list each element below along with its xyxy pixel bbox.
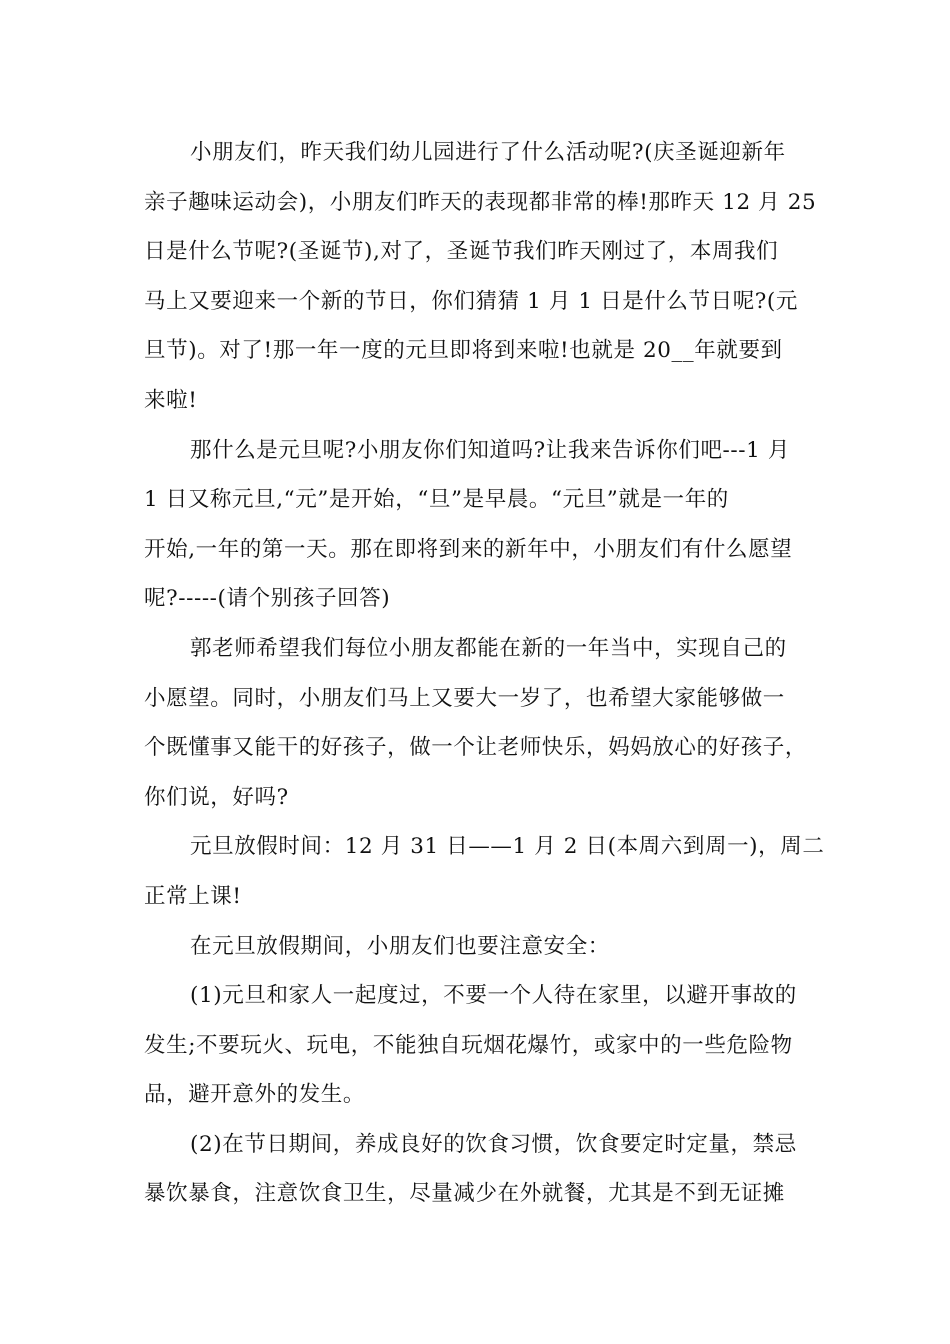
text-line: 1 日又称元旦,“元”是开始，“旦”是早晨。“元旦”就是一年的 — [144, 487, 729, 513]
paragraph-activity-recap — [144, 128, 817, 426]
text-line: 品，避开意外的发生。 — [144, 1082, 366, 1108]
text-line: 发生;不要玩火、玩电，不能独自玩烟花爆竹，或家中的一些危险物 — [144, 1032, 793, 1058]
text-line: 那什么是元旦呢?小朋友你们知道吗?让我来告诉你们吧---1 月 — [190, 437, 790, 463]
paragraph-safety-item-1 — [144, 971, 814, 1120]
text-line: 小朋友们，昨天我们幼儿园进行了什么活动呢?(庆圣诞迎新年 — [190, 140, 786, 165]
text-line: 小愿望。同时，小朋友们马上又要大一岁了，也希望大家能够做一 — [144, 685, 785, 711]
text-line: 马上又要迎来一个新的节日，你们猜猜 1 月 1 日是什么节日呢?(元 — [144, 288, 799, 314]
text-line: 呢?-----(请个别孩子回答) — [144, 586, 391, 612]
text-line: 郭老师希望我们每位小朋友都能在新的一年当中，实现自己的 — [190, 635, 787, 661]
text-line: 正常上课! — [144, 883, 242, 909]
text-line: 个既懂事又能干的好孩子，做一个让老师快乐，妈妈放心的好孩子， — [144, 735, 808, 761]
text-line: 元旦放假时间：12 月 31 日——1 月 2 日(本周六到周一)，周二 — [190, 834, 825, 860]
text-line: 你们说，好吗? — [144, 784, 289, 810]
paragraph-teacher-wishes — [144, 624, 814, 822]
paragraph-safety-item-2 — [144, 1120, 814, 1219]
text-line: 旦节)。对了!那一年一度的元旦即将到来啦!也就是 20__年就要到 — [144, 338, 783, 364]
text-line: 亲子趣味运动会)，小朋友们昨天的表现都非常的棒!那昨天 12 月 25 — [144, 189, 817, 215]
paragraph-holiday-schedule — [144, 822, 825, 921]
text-line: (2)在节日期间，养成良好的饮食习惯，饮食要定时定量，禁忌 — [190, 1131, 797, 1157]
paragraph-what-is-new-year — [144, 426, 814, 624]
text-line: 来啦! — [144, 387, 198, 413]
text-line: 暴饮暴食，注意饮食卫生，尽量减少在外就餐，尤其是不到无证摊 — [144, 1181, 785, 1207]
text-line: 开始,一年的第一天。那在即将到来的新年中，小朋友们有什么愿望 — [144, 536, 793, 562]
paragraph-safety-intro — [144, 922, 814, 972]
text-line: 日是什么节呢?(圣诞节),对了，圣诞节我们昨天刚过了，本周我们 — [144, 239, 779, 265]
document-body — [144, 128, 825, 1219]
text-line: 在元旦放假期间，小朋友们也要注意安全： — [190, 933, 610, 959]
text-line: (1)元旦和家人一起度过，不要一个人待在家里，以避开事故的 — [190, 983, 797, 1009]
